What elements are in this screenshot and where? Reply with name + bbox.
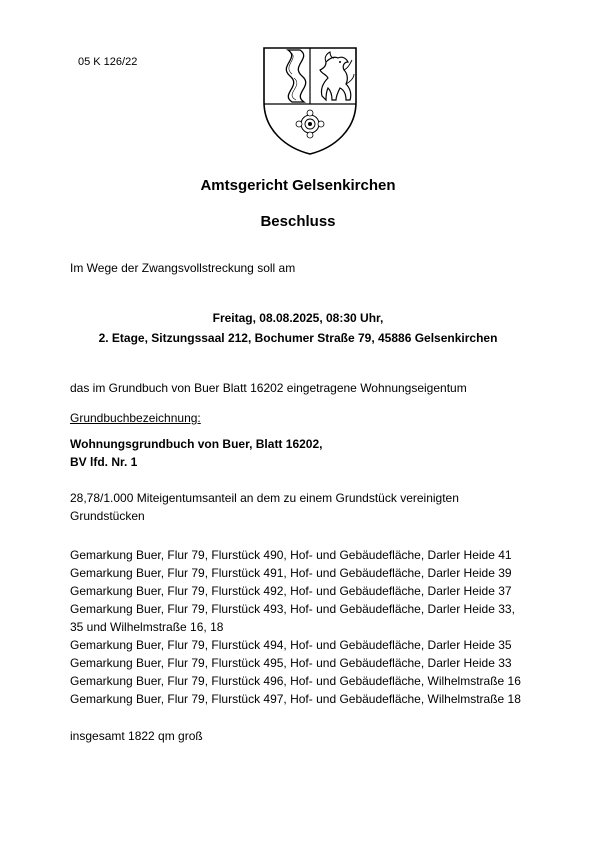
share-line-1: 28,78/1.000 Miteigentumsanteil an dem zu einem Grundstück vereinigten <box>70 491 459 505</box>
case-number: 05 K 126/22 <box>78 56 138 68</box>
parcel-line: Gemarkung Buer, Flur 79, Flurstück 490, Hof- und Gebäudefläche, Darler Heide 41 <box>70 548 512 562</box>
parcel-line: Gemarkung Buer, Flur 79, Flurstück 496, Hof- und Gebäudefläche, Wilhelmstraße 16 <box>70 674 521 688</box>
total-area: insgesamt 1822 qm groß <box>70 729 203 743</box>
parcel-line: Gemarkung Buer, Flur 79, Flurstück 497, Hof- und Gebäudefläche, Wilhelmstraße 18 <box>70 692 521 706</box>
intro-text: Im Wege der Zwangsvollstreckung soll am <box>70 261 296 275</box>
coat-of-arms-nrw-icon <box>260 44 360 156</box>
auction-date: Freitag, 08.08.2025, 08:30 Uhr, <box>212 311 384 325</box>
parcel-line: 35 und Wilhelmstraße 16, 18 <box>70 620 224 634</box>
court-name: Amtsgericht Gelsenkirchen <box>200 177 396 194</box>
parcel-line: Gemarkung Buer, Flur 79, Flurstück 495, Hof- und Gebäudefläche, Darler Heide 33 <box>70 656 512 670</box>
parcel-line: Gemarkung Buer, Flur 79, Flurstück 493, Hof- und Gebäudefläche, Darler Heide 33, <box>70 602 515 616</box>
parcel-line: Gemarkung Buer, Flur 79, Flurstück 491, Hof- und Gebäudefläche, Darler Heide 39 <box>70 566 512 580</box>
grundbuch-label: Grundbuchbezeichnung: <box>70 411 201 425</box>
share-line-2: Grundstücken <box>70 509 145 523</box>
parcel-line: Gemarkung Buer, Flur 79, Flurstück 492, Hof- und Gebäudefläche, Darler Heide 37 <box>70 584 512 598</box>
auction-location: 2. Etage, Sitzungssaal 212, Bochumer Straße 79, 45886 Gelsenkirchen <box>98 331 498 345</box>
grundbuch-line-2: BV lfd. Nr. 1 <box>70 455 138 469</box>
property-description: das im Grundbuch von Buer Blatt 16202 eingetragene Wohnungseigentum <box>70 381 467 395</box>
parcel-line: Gemarkung Buer, Flur 79, Flurstück 494, Hof- und Gebäudefläche, Darler Heide 35 <box>70 638 512 652</box>
grundbuch-line-1: Wohnungsgrundbuch von Buer, Blatt 16202, <box>70 437 323 451</box>
document-title: Beschluss <box>260 213 336 230</box>
parcel-list <box>70 546 521 708</box>
